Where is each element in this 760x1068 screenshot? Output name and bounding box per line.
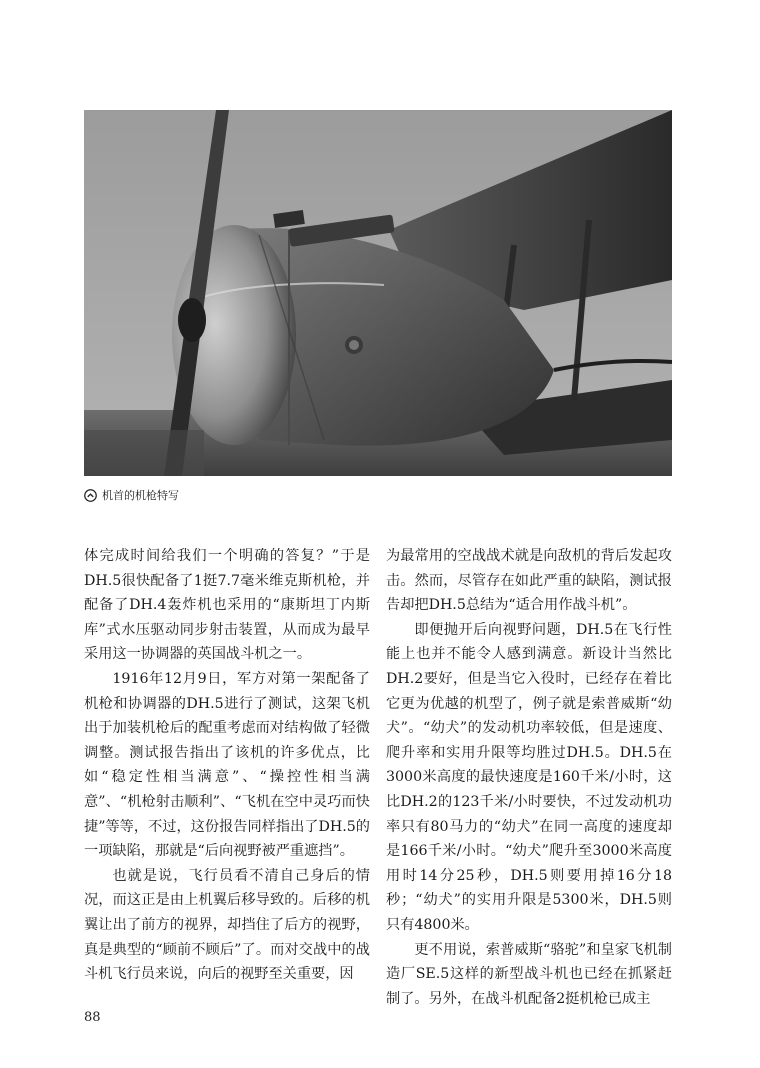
right-text-column — [386, 544, 672, 1011]
paragraph: 也就是说，飞行员看不清自己身后的情况，而这正是由上机翼后移导致的。后移的机翼让出了前方的视界，却挡住了后方的视野，真是典型的“顾前不顾后”了。而对交战中的战斗机飞行员来说，向后的视野至关重要，因 — [84, 867, 370, 983]
page-number: 88 — [84, 1010, 101, 1025]
paragraph: 即便抛开后向视野问题，DH.5在飞行性能上也并不能令人感到满意。新设计当然比DH.2要好，但是当它入役时，已经存在着比它更为优越的机型了，例子就是索普威斯“幼犬”。“幼犬”的发动机功率较低，但是速度、爬升率和实用升限等均胜过DH.5。DH.5在3000米高度的最快速度是160千米/小时，这比DH.2的123千米/小时要快，不过发动机功率只有80马力的“幼犬”在同一高度的速度却是166千米/小时。“幼犬”爬升至3000米高度用时14分25秒，DH.5则要用掉16分18秒；“幼犬”的实用升限是5300米，DH.5则只有4800米。 — [386, 621, 672, 933]
left-text-column — [84, 544, 370, 987]
paragraph: 更不用说，索普威斯“骆驼”和皇家飞机制造厂SE.5这样的新型战斗机也已经在抓紧赶制了。另外，在战斗机配备2挺机枪已成主 — [386, 941, 672, 1007]
aircraft-photo — [84, 110, 672, 476]
caption-text: 机首的机枪特写 — [102, 489, 179, 502]
paragraph: 1916年12月9日，军方对第一架配备了机枪和协调器的DH.5进行了测试，这架飞机出于加装机枪后的配重考虑而对结构做了轻微调整。测试报告指出了该机的许多优点，比如“稳定性相当满意”、“操控性相当满意”、“机枪射击顺利”、“飞机在空中灵巧而快捷”等等，不过，这份报告同样指出了DH.5的一项缺陷，那就是“后向视野被严重遮挡”。 — [84, 670, 370, 860]
aircraft-photo-art — [84, 110, 672, 476]
photo-caption — [84, 486, 179, 504]
up-chevron-circle-icon — [84, 489, 97, 502]
paragraph: 体完成时间给我们一个明确的答复？”于是DH.5很快配备了1挺7.7毫米维克斯机枪，并配备了DH.4轰炸机也采用的“康斯坦丁内斯库”式水压驱动同步射击装置，从而成为最早采用这一协调器的英国战斗机之一。 — [84, 548, 370, 663]
paragraph: 为最常用的空战战术就是向敌机的背后发起攻击。然而，尽管存在如此严重的缺陷，测试报告却把DH.5总结为“适合用作战斗机”。 — [386, 548, 672, 614]
